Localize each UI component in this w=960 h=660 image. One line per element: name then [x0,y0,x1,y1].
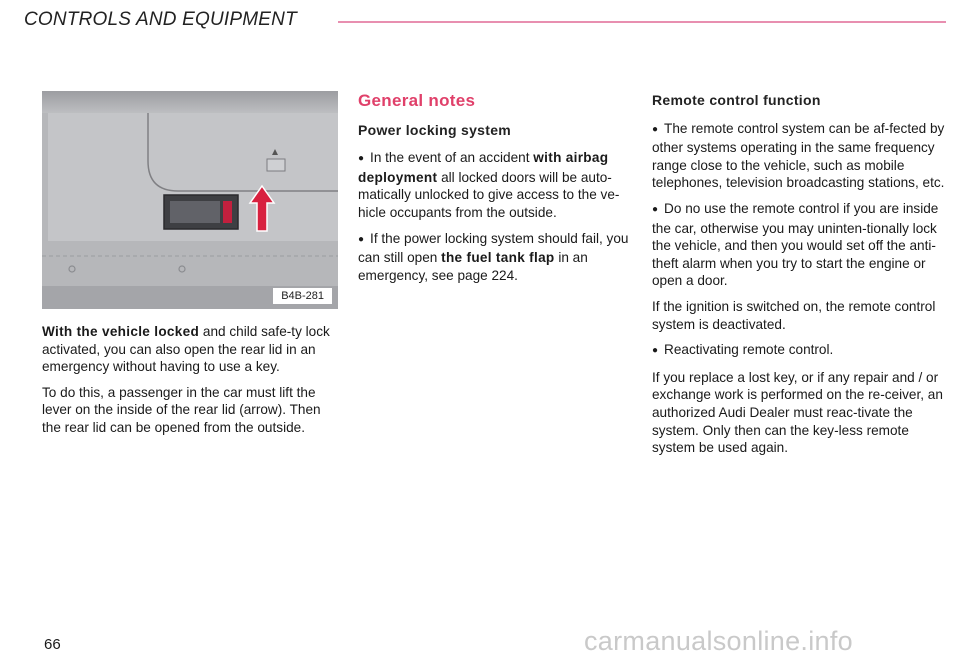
page-number: 66 [44,636,61,653]
paragraph-ignition: If the ignition is switched on, the remote control system is deactivated. [652,298,936,332]
illustration-drawing [42,91,338,309]
bullet-text: If the power locking system should fail, you can still open [358,230,629,266]
bullet-text: The remote control system can be af-fected by other systems operating in the same frequency range close to the vehicle, such as mobile telephones, television broadcasting stations, etc. [652,120,945,191]
bold-phrase: the fuel tank flap [441,250,555,266]
column-middle [358,92,630,292]
heading-remote-control: Remote control function [652,92,821,108]
paragraph-lost-key: If you replace a lost key, or if any repair and / or exchange work is performed on the re-ceiver, an authorized Audi Dealer must reac-tivate the system. Only then can the key-less remote system be used again. [652,369,943,456]
column-right [652,92,948,465]
figure-code: B4B-281 [273,288,332,304]
subheading-power-locking: Power locking system [358,121,512,138]
paragraph-passenger-lever: To do this, a passenger in the car must lift the lever on the inside of the rear lid (arrow). Then the rear lid can be opened from the outside. [42,384,321,435]
bold-phrase: with airbag deployment [358,150,609,185]
column-left [42,323,340,445]
bullet-inside-car [652,200,948,290]
bullet-text: in an emergency, see page 224. [358,250,588,283]
bullet-text: In the event of an accident [370,150,534,166]
rear-lid-lever-illustration [42,91,338,309]
paragraph-vehicle-locked [42,323,340,376]
header-rule [338,21,946,23]
bullet-interference [652,120,948,192]
bullet-airbag [358,149,630,221]
watermark: carmanualsonline.info [584,626,853,656]
bold-lead: With the vehicle locked [42,324,200,339]
paragraph-text: and child safe-ty lock activated, you can also open the rear lid in an emergency without having to use a key. [42,324,330,375]
heading-general-notes: General notes [358,91,476,110]
bullet-text: all locked doors will be auto-matically unlocked to give access to the ve-hicle occupants from the outside. [358,169,620,220]
bullet-text: Reactivating remote control. [664,342,834,358]
bullet-reactivating [652,341,948,361]
bullet-text: Do no use the remote control if you are inside the car, otherwise you may uninten-tionally lock the vehicle, and then you would set off the anti-theft alarm when you try to start the engine or open a door. [652,200,939,289]
section-title: CONTROLS AND EQUIPMENT [24,9,297,30]
bullet-fuel-tank-flap [358,230,630,285]
